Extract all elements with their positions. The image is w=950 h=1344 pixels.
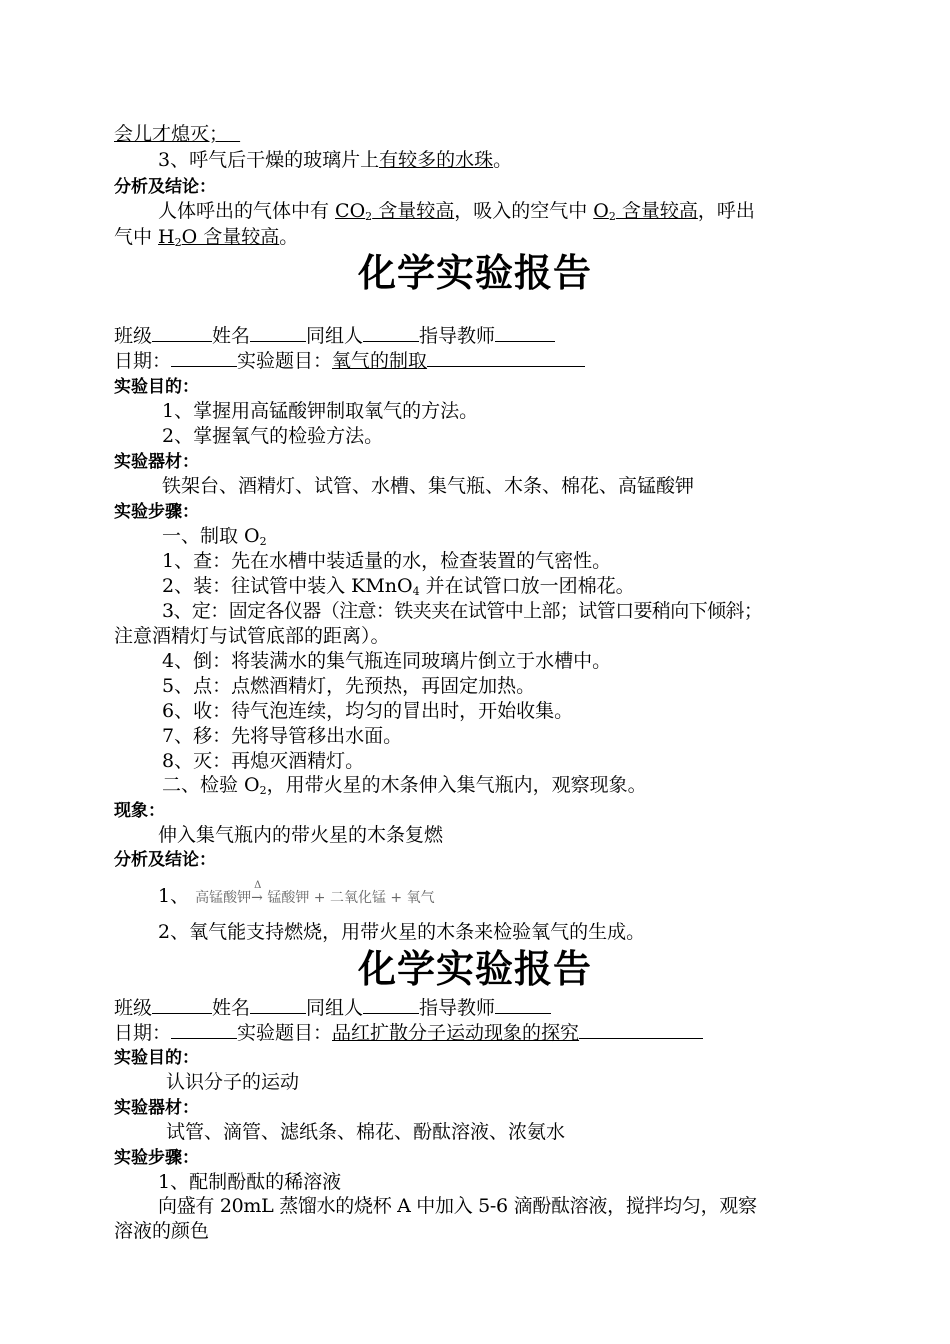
report-title-1: 化学实验报告 <box>357 251 592 295</box>
phenomenon-heading-1: 现象： <box>114 801 165 821</box>
date-topic-line-1: 日期： 实验题目：氧气的制取 <box>114 348 844 373</box>
step-3-line: 3、呼气后干燥的玻璃片上有较多的水珠。 <box>158 149 513 171</box>
equipment-2: 试管、滴管、滤纸条、棉花、酚酞溶液、浓氨水 <box>166 1121 566 1143</box>
name-blank[interactable] <box>250 323 306 342</box>
info-line-2: 班级 姓名 同组人 指导教师 <box>114 995 844 1020</box>
group-blank-2[interactable] <box>363 995 419 1014</box>
purpose-heading-1: 实验目的： <box>114 377 199 397</box>
teacher-blank[interactable] <box>495 323 555 342</box>
step-2-1: 1、配制酚酞的稀溶液 <box>158 1171 342 1193</box>
reaction-equation: 高锰酸钾 Δ → 锰酸钾 + 二氧化锰 + 氧气 <box>195 880 435 906</box>
class-blank-2[interactable] <box>152 995 212 1014</box>
conclusion-line-2: 气中 $H_2O$ 含量较高。 <box>114 226 299 249</box>
class-blank[interactable] <box>152 323 212 342</box>
topic-2: 品红扩散分子运动现象的探究 <box>332 1022 580 1044</box>
date-blank[interactable] <box>171 348 237 367</box>
step-4: 4、倒：将装满水的集气瓶连同玻璃片倒立于水槽中。 <box>162 650 612 672</box>
conclusion-2: 2、氧气能支持燃烧，用带火星的木条来检验氧气的生成。 <box>158 921 646 943</box>
purpose-heading-2: 实验目的： <box>114 1048 199 1068</box>
name-blank-2[interactable] <box>250 995 306 1014</box>
date-blank-2[interactable] <box>171 1020 237 1039</box>
purpose-item-1: 1、掌握用高锰酸钾制取氧气的方法。 <box>162 400 479 422</box>
continuation-line <box>114 122 844 146</box>
step-8: 8、灭：再熄灭酒精灯。 <box>162 750 365 772</box>
step-7: 7、移：先将导管移出水面。 <box>162 725 403 747</box>
purpose-item-2: 2、掌握氧气的检验方法。 <box>162 425 384 447</box>
conclusion-1: 1、 高锰酸钾 Δ → 锰酸钾 + 二氧化锰 + 氧气 <box>158 880 435 907</box>
step-3a: 3、定：固定各仪器（注意：铁夹夹在试管中上部；试管口要稍向下倾斜； <box>162 600 763 622</box>
step-5: 5、点：点燃酒精灯，先预热，再固定加热。 <box>162 675 536 697</box>
teacher-blank-2[interactable] <box>495 995 551 1014</box>
phenomenon-1: 伸入集气瓶内的带火星的木条复燃 <box>158 824 444 846</box>
step-6: 6、收：待气泡连续，均匀的冒出时，开始收集。 <box>162 700 574 722</box>
info-line-1: 班级 姓名 同组人 指导教师 <box>114 323 844 348</box>
step-3b: 注意酒精灯与试管底部的距离）。 <box>114 625 390 647</box>
step-2-1-desc-a: 向盛有 20mL 蒸馏水的烧杯 A 中加入 5-6 滴酚酞溶液，搅拌均匀，观察 <box>158 1195 757 1217</box>
analysis-heading-top: 分析及结论： <box>114 177 216 197</box>
date-topic-line-2: 日期： 实验题目：品红扩散分子运动现象的探究 <box>114 1020 844 1045</box>
equipment-1: 铁架台、酒精灯、试管、水槽、集气瓶、木条、棉花、高锰酸钾 <box>162 475 695 497</box>
continuation-text: 会儿才熄灭； <box>114 123 229 145</box>
step-b: 二、检验 $O_2$，用带火星的木条伸入集气瓶内，观察现象。 <box>162 774 647 797</box>
step-2-1-desc-b: 溶液的颜色 <box>114 1220 210 1242</box>
report-title-2: 化学实验报告 <box>357 947 592 991</box>
conclusion-line-1: 人体呼出的气体中有 $CO_2$ 含量较高，吸入的空气中 $O_2$ 含量较高，呼出 <box>158 200 755 223</box>
step-1: 1、查：先在水槽中装适量的水，检查装置的气密性。 <box>162 550 612 572</box>
equipment-heading-2: 实验器材： <box>114 1098 199 1118</box>
topic-1: 氧气的制取 <box>332 350 428 372</box>
purpose-2: 认识分子的运动 <box>166 1071 300 1093</box>
step-2: 2、装：往试管中装入 KMnO$_4$ 并在试管口放一团棉花。 <box>162 575 635 598</box>
step-a: 一、制取 $O_2$ <box>162 525 267 548</box>
group-blank[interactable] <box>363 323 419 342</box>
equipment-heading-1: 实验器材： <box>114 452 199 472</box>
steps-heading-1: 实验步骤： <box>114 502 199 522</box>
steps-heading-2: 实验步骤： <box>114 1148 199 1168</box>
analysis-heading-1: 分析及结论： <box>114 850 216 870</box>
